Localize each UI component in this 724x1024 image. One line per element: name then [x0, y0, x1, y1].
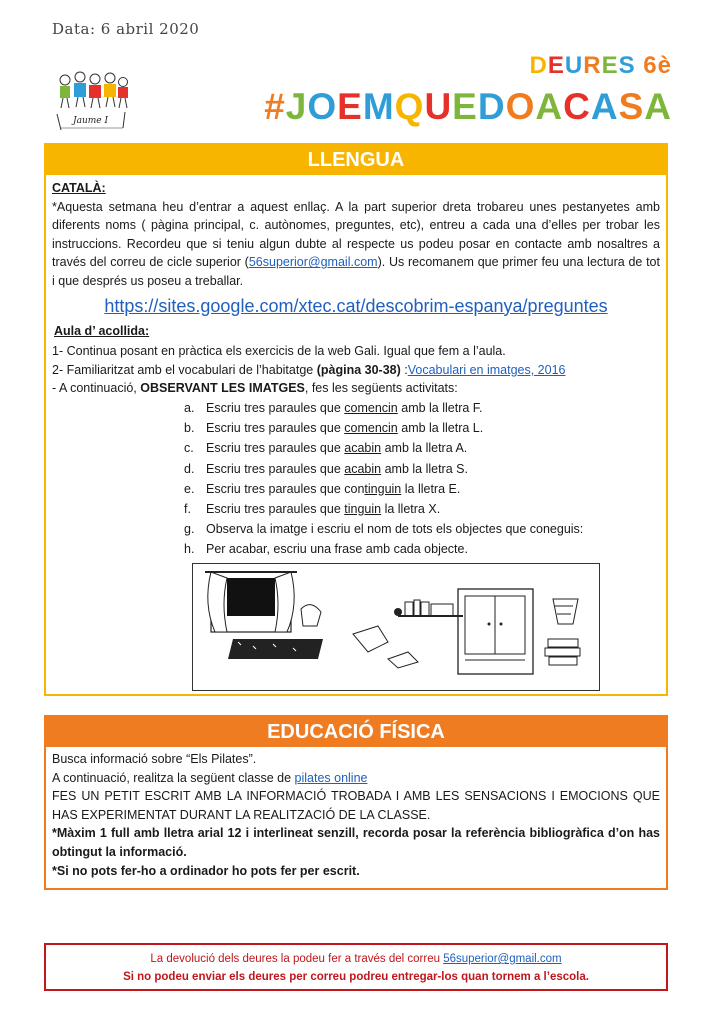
activities-list: [52, 398, 660, 560]
list-item: f. Escriu tres paraules que tinguin la lletra X.: [184, 501, 441, 516]
aula-acollida-heading: Aula d’ acollida:: [54, 323, 150, 338]
aula-item-3: - A continuació, OBSERVANT LES IMATGES, fes les següents activitats:: [52, 381, 458, 396]
footer-line-1: La devolució dels deures la podeu fer a través del correu 56superior@gmail.com: [150, 953, 562, 965]
hashtag-letter: E: [452, 86, 478, 127]
deures-letter: D: [529, 52, 548, 79]
ef-line-1: Busca informació sobre “Els Pilates”.: [52, 752, 257, 766]
hashtag-letter: S: [618, 86, 645, 127]
deures-letter: U: [564, 52, 584, 79]
deures-letter: è: [657, 52, 672, 79]
hashtag-letter: A: [590, 86, 619, 127]
svg-text:Jaume I: Jaume I: [73, 116, 109, 126]
footer-email-link[interactable]: 56superior@gmail.com: [443, 953, 562, 965]
deures-title: [530, 52, 672, 80]
descobrim-espanya-link[interactable]: https://sites.google.com/xtec.cat/descobrim-espanya/preguntes: [104, 295, 608, 316]
room-illustration: [192, 563, 600, 691]
pilates-online-link[interactable]: pilates online: [294, 770, 368, 785]
footer-box: [44, 943, 668, 991]
list-item: c. Escriu tres paraules que acabin amb la lletra A.: [184, 441, 468, 456]
llengua-title: LLENGUA: [46, 145, 666, 175]
vocabulari-link[interactable]: Vocabulari en imatges, 2016: [407, 362, 566, 377]
list-item: g. Observa la imatge i escriu el nom de tots els objectes que coneguis:: [184, 522, 584, 537]
list-item: e. Escriu tres paraules que continguin la lletra E.: [184, 481, 461, 496]
ef-line-4: *Màxim 1 full amb lletra arial 12 i interlineat senzill, recorda posar la referència bibliogràfica d’on has obtingut la informació.: [52, 826, 660, 859]
aula-item-2: 2- Familiaritzat amb el vocabulari de l’habitatge (pàgina 30-38) :Vocabulari en imatges, 2016: [52, 362, 566, 377]
hashtag-letter: E: [337, 86, 363, 127]
hashtag-letter: A: [644, 86, 672, 127]
hashtag-title: [264, 86, 672, 128]
email-link[interactable]: 56superior@gmail.com: [248, 255, 378, 270]
deures-letter: 6: [643, 52, 658, 79]
llengua-section: [44, 143, 668, 696]
hashtag-letter: O: [307, 86, 338, 127]
deures-letter: S: [618, 52, 636, 79]
list-item: a. Escriu tres paraules que comencin amb la lletra F.: [184, 400, 483, 415]
school-logo: [55, 70, 130, 132]
date: Data: 6 abril 2020: [52, 20, 200, 38]
hashtag-letter: A: [535, 86, 564, 127]
hashtag-letter: J: [285, 86, 308, 127]
hashtag-letter: #: [264, 86, 286, 127]
deures-letter: R: [583, 52, 602, 79]
hashtag-letter: O: [505, 86, 536, 127]
hashtag-letter: Q: [394, 86, 425, 127]
educacio-fisica-title: EDUCACIÓ FÍSICA: [46, 717, 666, 747]
hashtag-letter: C: [563, 86, 591, 127]
ef-line-5: *Si no pots fer-ho a ordinador ho pots fer per escrit.: [52, 863, 360, 878]
hashtag-letter: D: [477, 86, 506, 127]
footer-line-2: Si no podeu enviar els deures per correu podreu entregar-los quan tornem a l’escola.: [123, 971, 589, 983]
hashtag-letter: M: [362, 86, 395, 127]
ef-line-3: FES UN PETIT ESCRIT AMB LA INFORMACIÓ TROBADA I AMB LES SENSACIONS I EMOCIONS QUE HAS EXPERIMENTAT DURANT LA REALITZACIÓ DE LA CLASSE.: [52, 789, 660, 822]
list-item: d. Escriu tres paraules que acabin amb la lletra S.: [184, 461, 468, 476]
deures-letter: E: [547, 52, 565, 79]
educacio-fisica-section: [44, 715, 668, 890]
catala-intro: *Aquesta setmana heu d’entrar a aquest enllaç. A la part superior dreta trobareu unes pestanyetes amb diferents noms ( pàgina principal, c. autònomes, preguntes, etc), entreu a cada una d’elles per trobar les instruccions. Recordeu que si teniu algun dubte al respecte us podeu posar en contacte amb nosaltres a través del correu de cicle superior (56superior@gmail.com). Us recomanem que primer feu una lectura de tot i que després us poseu a treballar.: [52, 199, 660, 288]
aula-item-1: 1- Continua posant en pràctica els exercicis de la web Gali. Igual que fem a l’aula.: [52, 344, 506, 359]
deures-letter: E: [601, 52, 619, 79]
list-item: h. Per acabar, escriu una frase amb cada objecte.: [184, 542, 468, 557]
list-item: b. Escriu tres paraules que comencin amb la lletra L.: [184, 421, 484, 436]
ef-line-2: A continuació, realitza la següent classe de pilates online: [52, 770, 368, 785]
catala-heading: CATALÀ:: [52, 181, 106, 195]
hashtag-letter: U: [424, 86, 453, 127]
